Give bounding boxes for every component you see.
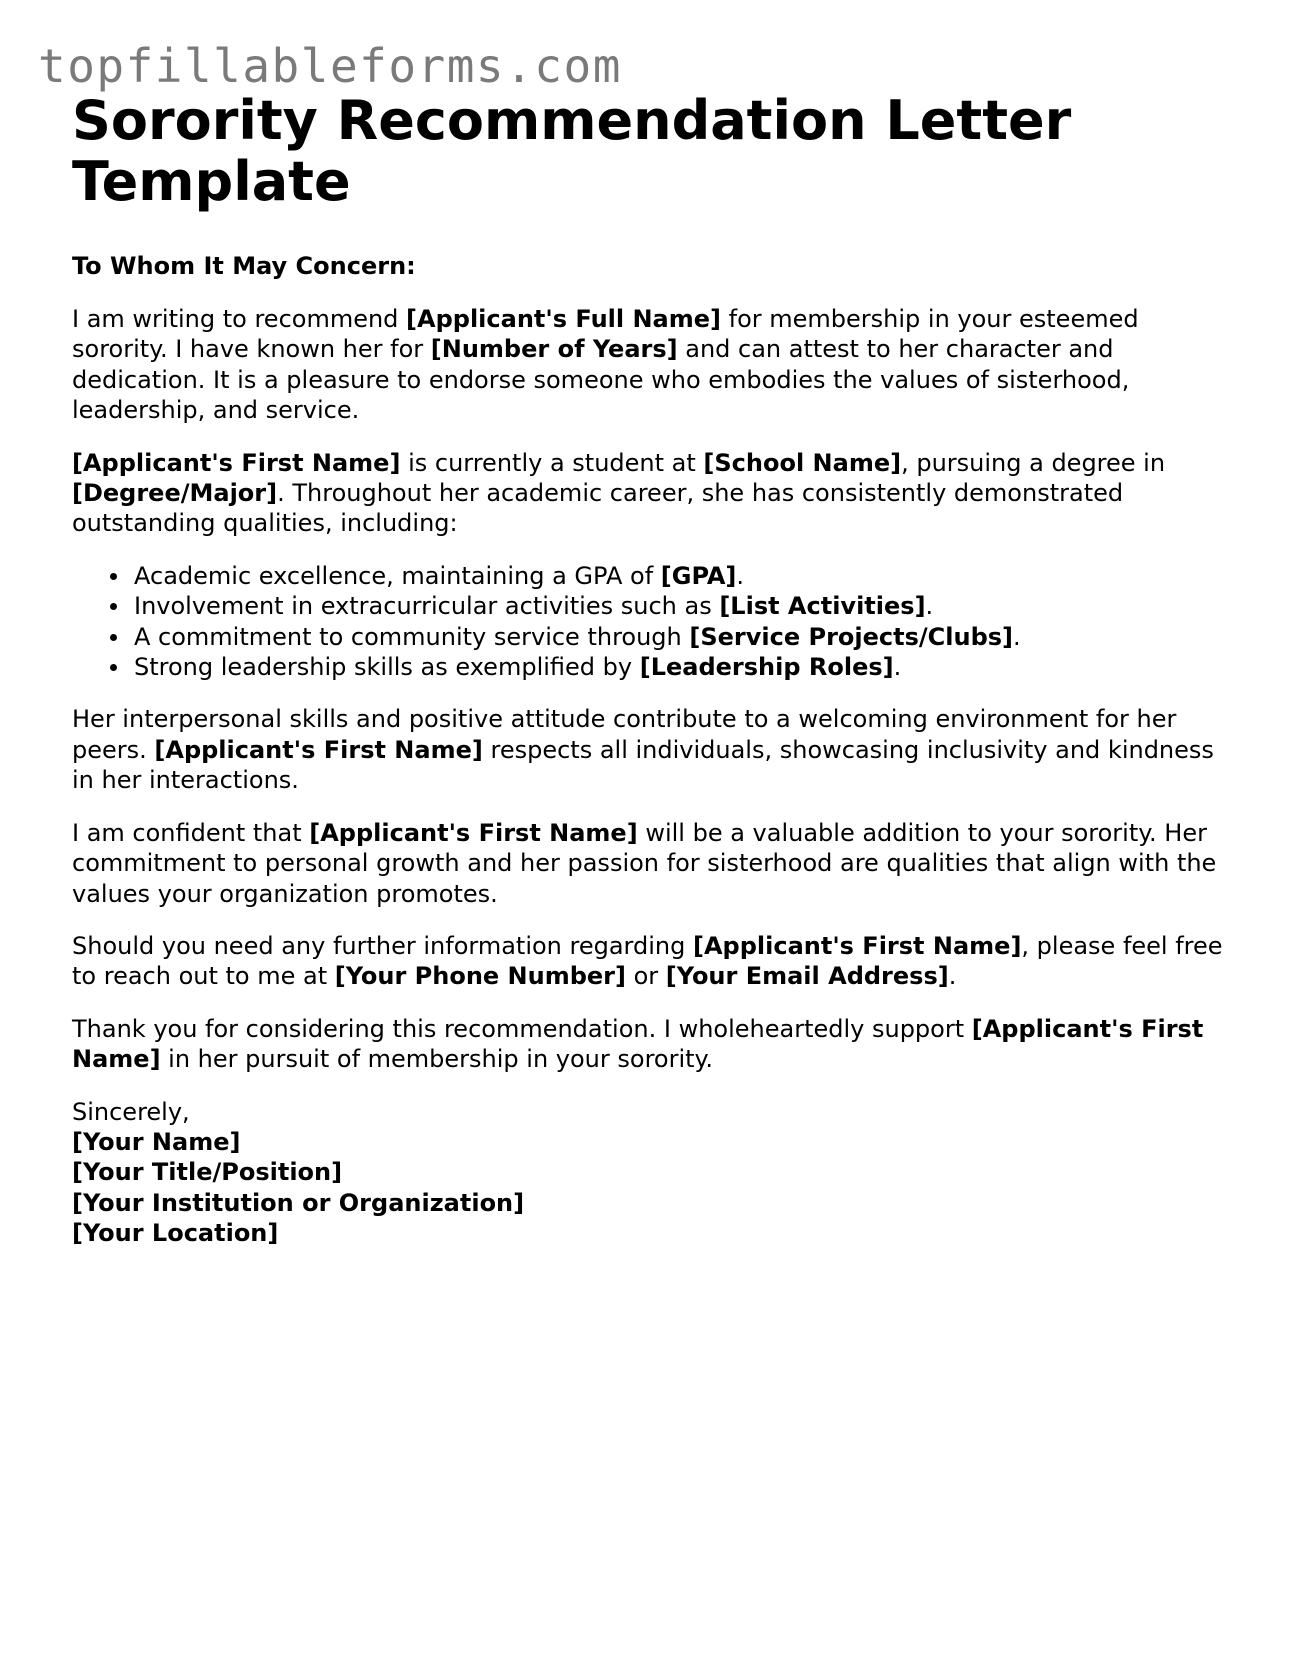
document-title: Sorority Recommendation Letter Template xyxy=(72,89,1072,213)
placeholder-applicant-full-name: [Applicant's Full Name] xyxy=(406,305,721,333)
placeholder-degree-major: [Degree/Major] xyxy=(72,479,278,508)
placeholder-service-projects: [Service Projects/Clubs] xyxy=(689,622,1013,651)
placeholder-applicant-first-name: [Applicant's First Name] xyxy=(309,818,638,847)
placeholder-your-title: [Your Title/Position] xyxy=(72,1158,343,1187)
watermark-text: topfillableforms.com xyxy=(38,39,622,93)
placeholder-leadership-roles: [Leadership Roles] xyxy=(639,653,894,682)
list-item: Academic excellence, maintaining a GPA of [GPA]. xyxy=(134,561,1232,591)
paragraph-interpersonal: Her interpersonal skills and positive attitude contribute to a welcoming environment for her peers. [Applicant's First Name] respects all individuals, showcasing inclusivity and kindness in her interactions. xyxy=(72,705,1214,795)
placeholder-your-location: [Your Location] xyxy=(72,1219,279,1248)
placeholder-email-address: [Your Email Address] xyxy=(665,962,949,991)
salutation: To Whom It May Concern: xyxy=(72,252,416,280)
closing-text: Sincerely, xyxy=(72,1097,190,1126)
placeholder-applicant-first-name: [Applicant's First Name] xyxy=(72,1014,1204,1074)
placeholder-list-activities: [List Activities] xyxy=(719,592,926,621)
signature-block xyxy=(72,1097,1232,1249)
placeholder-your-organization: [Your Institution or Organization] xyxy=(72,1188,525,1217)
list-item: Involvement in extracurricular activities such as [List Activities]. xyxy=(134,591,1232,621)
placeholder-gpa: [GPA] xyxy=(660,561,737,590)
qualities-list xyxy=(72,561,1232,683)
placeholder-phone-number: [Your Phone Number] xyxy=(334,962,626,991)
placeholder-school-name: [School Name] xyxy=(703,448,902,477)
list-item: A commitment to community service through [Service Projects/Clubs]. xyxy=(134,622,1232,652)
letter-document xyxy=(72,90,1232,1249)
placeholder-applicant-first-name: [Applicant's First Name] xyxy=(72,448,401,477)
paragraph-introduction: I am writing to recommend [Applicant's Full Name] for membership in your esteemed sorority. I have known her for [Number of Years] and can attest to her character and dedication. It is a pleasure to endorse someone who embodies the values of sisterhood, leadership, and service. xyxy=(72,305,1139,425)
placeholder-applicant-first-name: [Applicant's First Name] xyxy=(692,931,1022,960)
paragraph-contact: Should you need any further information regarding [Applicant's First Name], please feel free to reach out to me at [Your Phone Number] or [Your Email Address]. xyxy=(72,931,1223,991)
placeholder-applicant-first-name: [Applicant's First Name] xyxy=(154,735,483,764)
paragraph-closing: Thank you for considering this recommendation. I wholeheartedly support [Applicant's First Name] in her pursuit of membership in your sorority. xyxy=(72,1014,1204,1074)
placeholder-number-of-years: [Number of Years] xyxy=(430,335,678,364)
placeholder-your-name: [Your Name] xyxy=(72,1127,241,1156)
paragraph-academics: [Applicant's First Name] is currently a student at [School Name], pursuing a degree in [Degree/Major]. Throughout her academic career, she has consistently demonstrated outstanding qualities, including: xyxy=(72,448,1166,538)
paragraph-confidence: I am confident that [Applicant's First Name] will be a valuable addition to your sorority. Her commitment to personal growth and her passion for sisterhood are qualities that align with the values your organization promotes. xyxy=(72,818,1217,908)
list-item: Strong leadership skills as exemplified by [Leadership Roles]. xyxy=(134,652,1232,682)
